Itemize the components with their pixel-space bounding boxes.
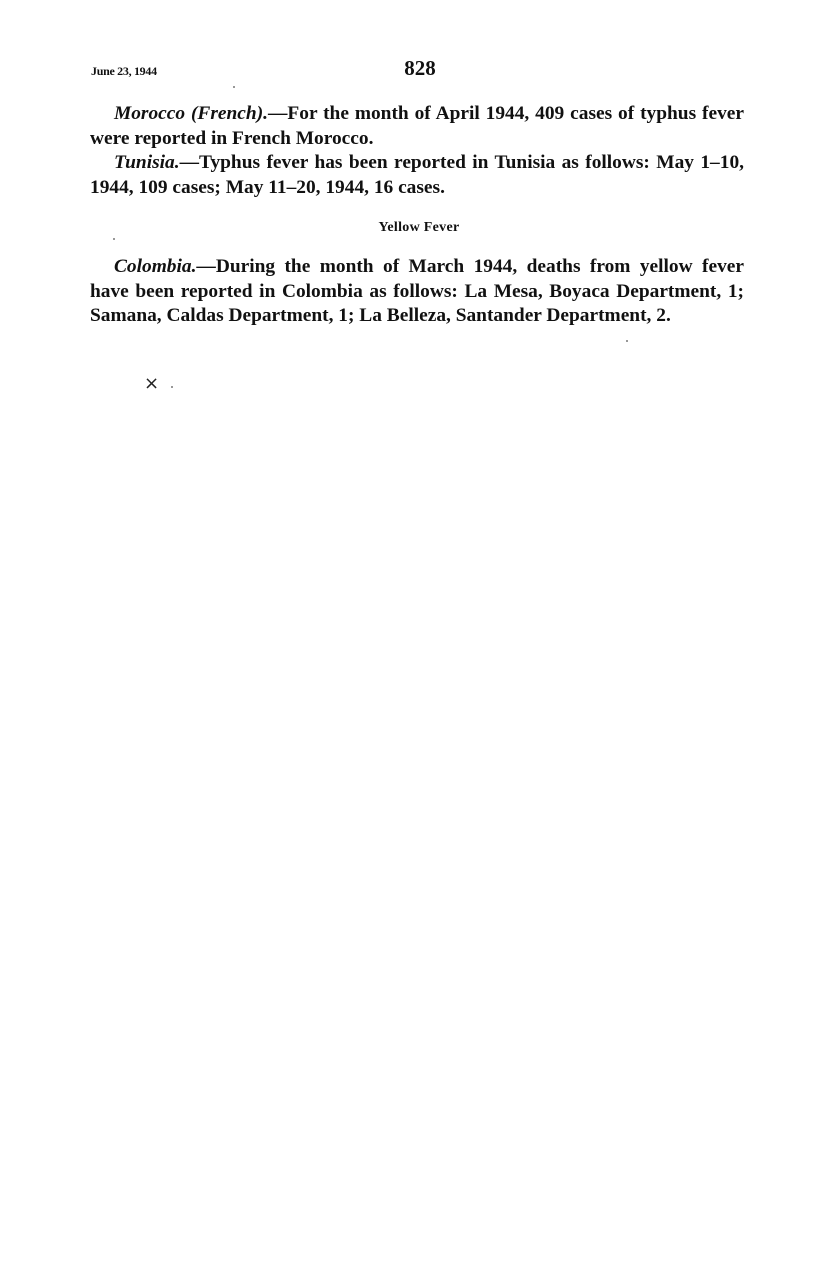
morocco-text: —For the month of April 1944, 409 cases of typhus fever were reported in French Morocco. <box>90 103 744 149</box>
colombia-text: —During the month of March 1944, deaths from yellow fever have been reported in Colombia as follows: La Mesa, Boyaca Department, 1; Samana, Caldas Department, 1; La Belleza, Santander Department, 2. <box>90 256 744 326</box>
page-number: 828 <box>404 56 436 80</box>
cross-mark: × <box>144 373 160 394</box>
scan-speck <box>626 340 628 342</box>
typhus-section <box>90 102 744 200</box>
tunisia-label: Tunisia. <box>114 152 180 173</box>
morocco-label: Morocco (French). <box>114 103 269 124</box>
yellow-fever-heading: Yellow Fever <box>378 220 460 235</box>
colombia-paragraph <box>90 255 744 329</box>
morocco-paragraph <box>90 102 744 151</box>
colombia-label: Colombia. <box>114 256 197 277</box>
scan-speck <box>233 86 235 88</box>
scan-speck <box>171 386 173 388</box>
tunisia-text: —Typhus fever has been reported in Tunisia as follows: May 1–10, 1944, 109 cases; May 11–20, 1944, 16 cases. <box>90 152 744 198</box>
scan-speck <box>113 238 115 240</box>
header-date: June 23, 1944 <box>91 64 157 78</box>
tunisia-paragraph <box>90 151 744 200</box>
yellow-fever-section <box>90 255 744 329</box>
